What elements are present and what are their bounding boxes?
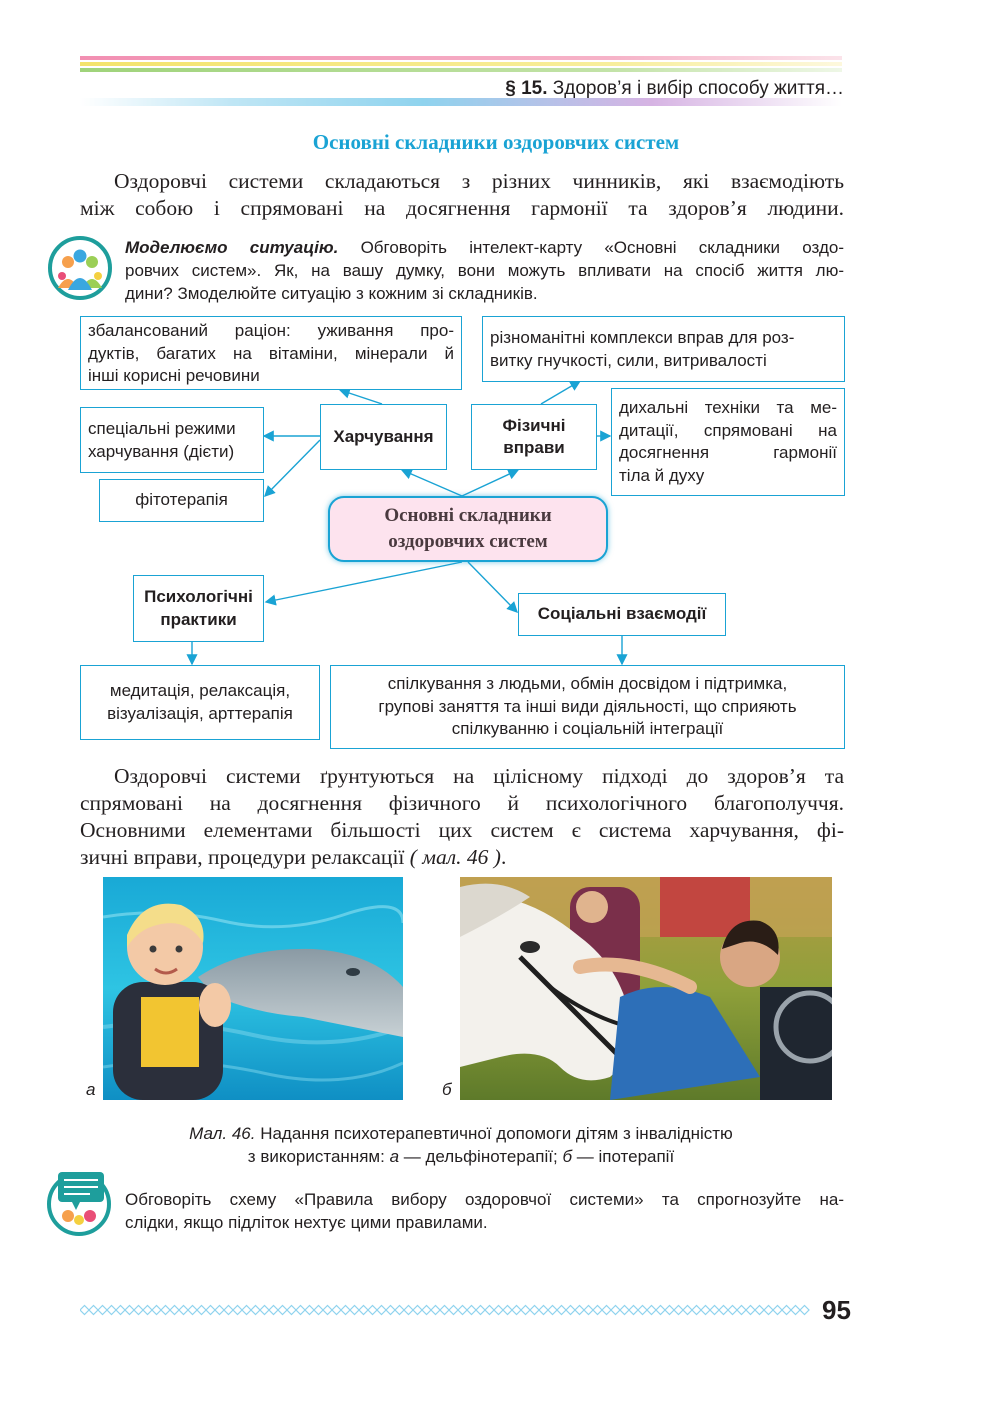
- page-number: 95: [822, 1295, 851, 1325]
- ornament-diamond: [728, 1306, 737, 1315]
- ornament-diamond: [431, 1306, 440, 1315]
- ornament-diamond: [197, 1306, 206, 1315]
- ornament-diamond: [800, 1306, 809, 1315]
- figure-reference: ( мал. 46 ): [409, 845, 501, 869]
- ornament-diamond: [629, 1306, 638, 1315]
- ornament-diamond: [683, 1306, 692, 1315]
- ornament-diamond: [539, 1306, 548, 1315]
- ornament-diamond: [593, 1306, 602, 1315]
- mindmap-center: Основні складники оздоровчих систем: [328, 496, 608, 562]
- ornament-diamond: [377, 1306, 386, 1315]
- task-modeling: Моделюємо ситуацію. Обговоріть інтелект-карту «Основні складники оздо- ровчих систем». Як, на вашу думку, вони можуть впливати на спосіб життя лю- дини? Змоделюйте ситуацію з кожним зі складників.: [125, 238, 844, 303]
- ornament-diamond: [278, 1306, 287, 1315]
- ornament-diamond: [404, 1306, 413, 1315]
- ornament-diamond: [773, 1306, 782, 1315]
- ornament-diamond: [314, 1306, 323, 1315]
- ornament-diamond: [557, 1306, 566, 1315]
- ornament-diamond: [242, 1306, 251, 1315]
- ornament-diamond: [575, 1306, 584, 1315]
- ornament-diamond: [134, 1306, 143, 1315]
- ornament-diamond: [746, 1306, 755, 1315]
- ornament-diamond: [458, 1306, 467, 1315]
- ornament-diamond: [188, 1306, 197, 1315]
- ornament-diamond: [494, 1306, 503, 1315]
- ornament-diamond: [251, 1306, 260, 1315]
- ornament-diamond: [692, 1306, 701, 1315]
- ornament-diamond: [89, 1306, 98, 1315]
- footer-ornament: [80, 1303, 812, 1317]
- mindmap-psych-practices: Психологічні практики: [133, 575, 264, 642]
- ornament-diamond: [602, 1306, 611, 1315]
- ornament-diamond: [269, 1306, 278, 1315]
- ornament-diamond: [224, 1306, 233, 1315]
- ornament-diamond: [179, 1306, 188, 1315]
- mindmap-nutrition: Харчування: [320, 404, 447, 470]
- ornament-diamond: [548, 1306, 557, 1315]
- ornament-diamond: [152, 1306, 161, 1315]
- mindmap-breathing: дихальні техніки та ме- дитації, спрямовані на досягнення гармонії тіла й духу: [611, 388, 845, 496]
- ornament-diamond: [323, 1306, 332, 1315]
- intro-paragraph: Оздоровчі системи складаються з різних чинників, які взаємодіють між собою і спрямовані на досягнення гармонії та здоров’я людини.: [80, 169, 844, 220]
- ornament-diamond: [755, 1306, 764, 1315]
- ornament-diamond: [332, 1306, 341, 1315]
- ornament-diamond: [215, 1306, 224, 1315]
- photo-label-b: б: [442, 1080, 452, 1099]
- ornament-diamond: [485, 1306, 494, 1315]
- mindmap-special-diets: спеціальні режими харчування (дієти): [80, 407, 264, 473]
- ornament-diamond: [350, 1306, 359, 1315]
- mindmap-exercise: Фізичні вправи: [471, 404, 597, 470]
- ornament-diamond: [395, 1306, 404, 1315]
- ornament-diamond: [233, 1306, 242, 1315]
- mindmap-balanced-diet: збалансований раціон: уживання про- дуктів, багатих на вітаміни, мінерали й інші корисні речовини: [80, 316, 462, 390]
- running-header: § 15. Здоров’я і вибір способу життя…: [505, 78, 844, 99]
- ornament-diamond: [476, 1306, 485, 1315]
- photo-label-a: а: [86, 1080, 96, 1099]
- ornament-diamond: [422, 1306, 431, 1315]
- ornament-diamond: [737, 1306, 746, 1315]
- ornament-diamond: [467, 1306, 476, 1315]
- ornament-diamond: [530, 1306, 539, 1315]
- ornament-diamond: [701, 1306, 710, 1315]
- mindmap-communication: спілкування з людьми, обмін досвідом і підтримка, групові заняття та інші види діяльності, що сприяють спілкуванню і соціальній інтеграції: [330, 665, 845, 749]
- ornament-diamond: [386, 1306, 395, 1315]
- mindmap-exercise-complexes: різноманітні комплекси вправ для роз- витку гнучкості, сили, витривалості: [482, 316, 845, 382]
- ornament-diamond: [764, 1306, 773, 1315]
- ornament-diamond: [620, 1306, 629, 1315]
- ornament-diamond: [260, 1306, 269, 1315]
- ornament-diamond: [125, 1306, 134, 1315]
- ornament-diamond: [710, 1306, 719, 1315]
- ornament-diamond: [674, 1306, 683, 1315]
- ornament-diamond: [107, 1306, 116, 1315]
- ornament-diamond: [116, 1306, 125, 1315]
- ornament-diamond: [440, 1306, 449, 1315]
- ornament-diamond: [359, 1306, 368, 1315]
- ornament-diamond: [413, 1306, 422, 1315]
- mindmap-phytotherapy: фітотерапія: [99, 479, 264, 522]
- photo-dolphin-therapy: [103, 877, 403, 1100]
- mindmap-meditation: медитація, релаксація, візуалізація, арттерапія: [80, 665, 320, 740]
- holistic-paragraph: Оздоровчі системи ґрунтуються на цілісному підході до здоров’я та спрямовані на досягнення фізичного й психологічного благополуччя. Основними елементами більшості цих систем є система харчування, фі- зичні вправи, процедури релаксації ( мал. 46 ).: [80, 764, 844, 869]
- ornament-diamond: [584, 1306, 593, 1315]
- ornament-diamond: [665, 1306, 674, 1315]
- ornament-diamond: [656, 1306, 665, 1315]
- ornament-diamond: [638, 1306, 647, 1315]
- ornament-diamond: [512, 1306, 521, 1315]
- ornament-diamond: [368, 1306, 377, 1315]
- ornament-diamond: [503, 1306, 512, 1315]
- ornament-diamond: [719, 1306, 728, 1315]
- ornament-diamond: [305, 1306, 314, 1315]
- ornament-diamond: [143, 1306, 152, 1315]
- ornament-diamond: [161, 1306, 170, 1315]
- ornament-diamond: [782, 1306, 791, 1315]
- photo-hippotherapy: [460, 877, 832, 1100]
- ornament-diamond: [341, 1306, 350, 1315]
- ornament-diamond: [287, 1306, 296, 1315]
- task-discuss-rules: Обговоріть схему «Правила вибору оздоровчої системи» та спрогнозуйте на- слідки, якщо підліток нехтує цими правилами.: [125, 1190, 844, 1232]
- mindmap-social: Соціальні взаємодії: [518, 593, 726, 636]
- ornament-diamond: [521, 1306, 530, 1315]
- ornament-diamond: [170, 1306, 179, 1315]
- figure-caption: Мал. 46. Надання психотерапевтичної допомоги дітям з інвалідністю з використанням: а — дельфінотерапії; б — іпотерапії: [189, 1124, 733, 1166]
- ornament-diamond: [791, 1306, 800, 1315]
- ornament-diamond: [98, 1306, 107, 1315]
- discussion-icon: [46, 1170, 112, 1236]
- ornament-diamond: [80, 1306, 89, 1315]
- ornament-diamond: [611, 1306, 620, 1315]
- section-title: Основні складники оздоровчих систем: [312, 130, 680, 154]
- ornament-diamond: [206, 1306, 215, 1315]
- ornament-diamond: [647, 1306, 656, 1315]
- ornament-diamond: [296, 1306, 305, 1315]
- ornament-diamond: [449, 1306, 458, 1315]
- ornament-diamond: [566, 1306, 575, 1315]
